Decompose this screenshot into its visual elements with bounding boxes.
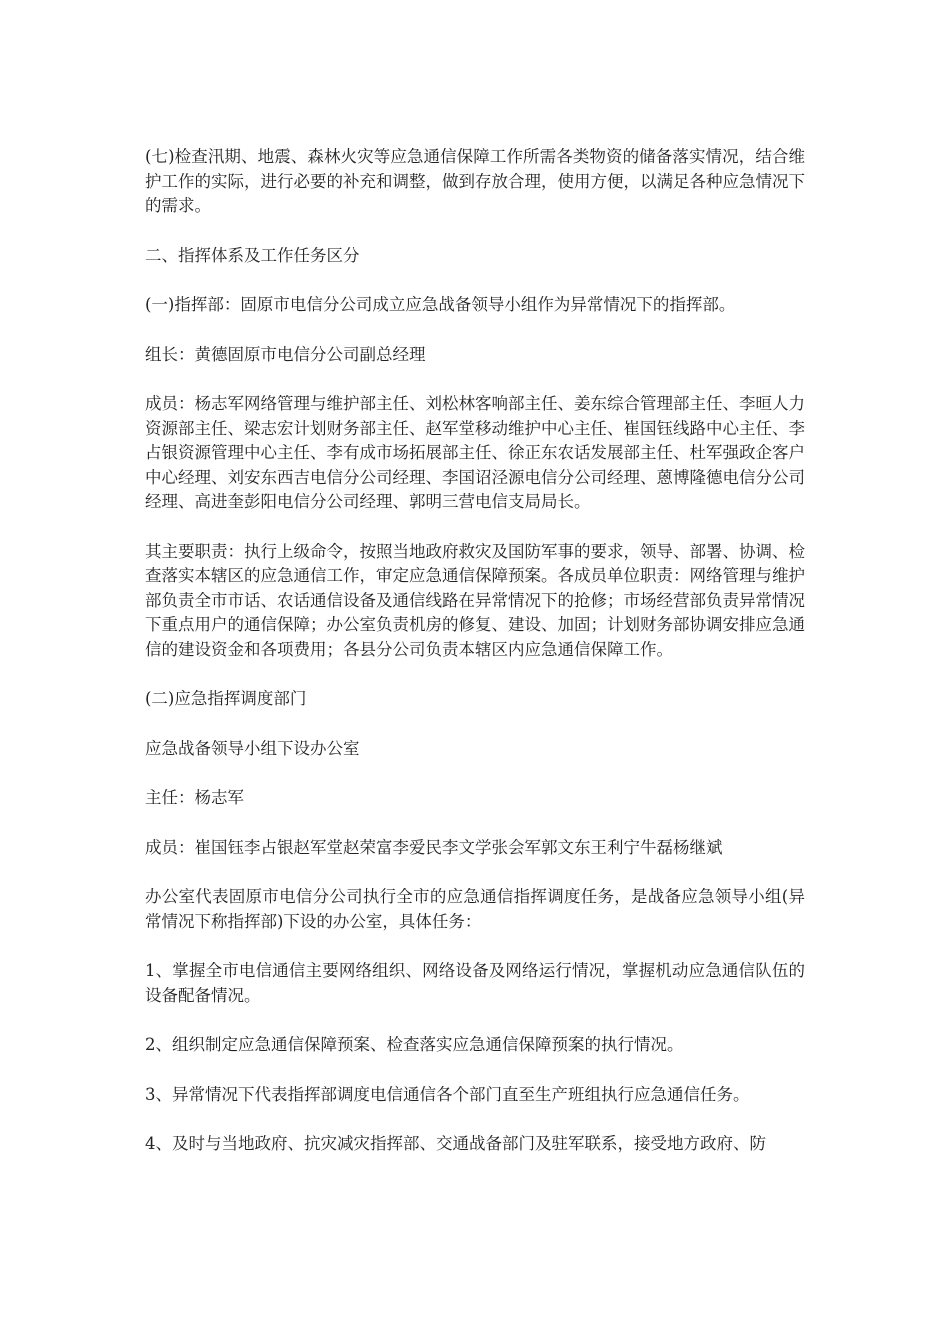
paragraph-group-leader: 组长：黄德固原市电信分公司副总经理 [145, 344, 426, 364]
subheading-dispatch-department: (二)应急指挥调度部门 [145, 689, 307, 708]
paragraph-office-setup: 应急战备领导小组下设办公室 [145, 738, 360, 758]
task-item-3: 3、异常情况下代表指挥部调度电信通信各个部门直至生产班组执行应急通信任务。 [145, 1084, 750, 1104]
document-body [145, 145, 805, 1182]
paragraph-office-members: 成员：崔国钰李占银赵军堂赵荣富李爱民李文学张会军郭文东王利宁牛磊杨继斌 [145, 837, 723, 857]
paragraph-main-duties: 其主要职责：执行上级命令，按照当地政府救灾及国防军事的要求，领导、部署、协调、检查落实本辖区的应急通信工作，审定应急通信保障预案。各成员单位职责：网络管理与维护部负责全市市话、农话通信设备及通信线路在异常情况下的抢修；市场经营部负责异常情况下重点用户的通信保障；办公室负责机房的修复、建设、加固；计划财务部协调安排应急通信的建设资金和各项费用；各县分公司负责本辖区内应急通信保障工作。 [145, 541, 805, 659]
paragraph-members: 成员：杨志军网络管理与维护部主任、刘松林客响部主任、姜东综合管理部主任、李晅人力资源部主任、梁志宏计划财务部主任、赵军堂移动维护中心主任、崔国钰线路中心主任、李占银资源管理中心主任、李有成市场拓展部主任、徐正东农话发展部主任、杜军强政企客户中心经理、刘安东西吉电信分公司经理、李国诏泾源电信分公司经理、蒽博隆德电信分公司经理、高进奎彭阳电信分公司经理、郭明三营电信支局局长。 [145, 394, 805, 511]
task-item-1: 1、掌握全市电信通信主要网络组织、网络设备及网络运行情况，掌握机动应急通信队伍的设备配备情况。 [145, 961, 805, 1005]
paragraph-command-center: (一)指挥部：固原市电信分公司成立应急战备领导小组作为异常情况下的指挥部。 [145, 295, 736, 314]
task-item-2: 2、组织制定应急通信保障预案、检查落实应急通信保障预案的执行情况。 [145, 1035, 684, 1054]
task-item-4: 4、及时与当地政府、抗灾减灾指挥部、交通战备部门及驻军联系，接受地方政府、防 [145, 1134, 766, 1153]
paragraph-office-role: 办公室代表固原市电信分公司执行全市的应急通信指挥调度任务，是战备应急领导小组(异常情况下称指挥部)下设的办公室，具体任务： [145, 887, 805, 931]
paragraph-office-director: 主任：杨志军 [145, 788, 244, 807]
paragraph-emergency-supplies: (七)检查汛期、地震、森林火灾等应急通信保障工作所需各类物资的储备落实情况，结合维护工作的实际，进行必要的补充和调整，做到存放合理，使用方便，以满足各种应急情况下的需求。 [145, 147, 805, 215]
section-heading-command-system: 二、指挥体系及工作任务区分 [145, 245, 360, 265]
